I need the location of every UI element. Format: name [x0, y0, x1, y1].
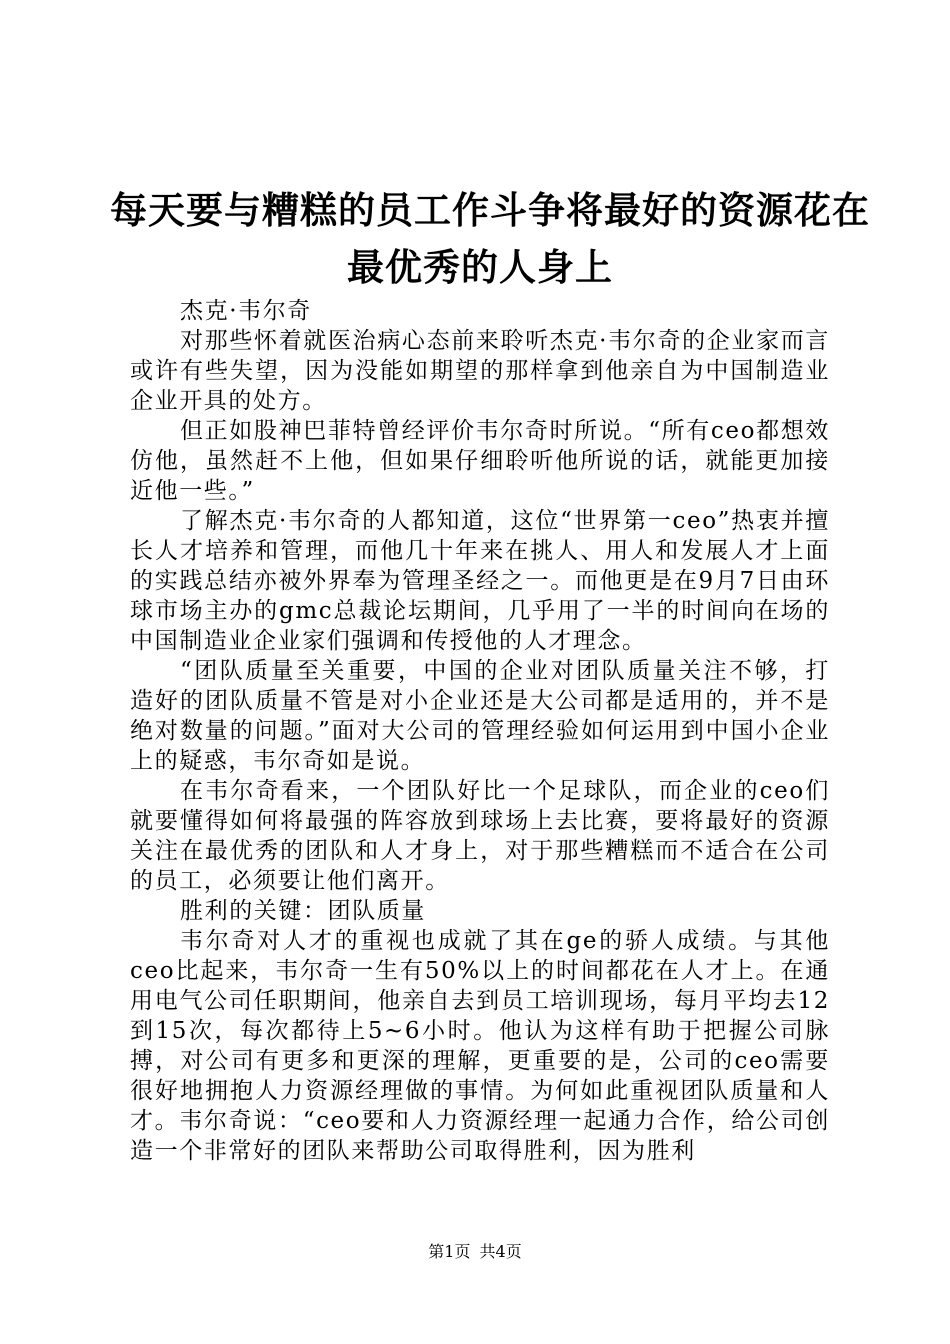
paragraph: 但正如股神巴菲特曾经评价韦尔奇时所说。“所有ceo都想效仿他，虽然赶不上他，但如果仔细聆听他所说的话，就能更加接近他一些。”	[130, 418, 830, 504]
paragraph: “团队质量至关重要，中国的企业对团队质量关注不够，打造好的团队质量不管是对小企业还是大公司都是适用的，并不是绝对数量的问题。”面对大公司的管理经验如何运用到中国小企业上的疑惑，韦尔奇如是说。	[130, 658, 830, 774]
page-footer	[0, 1242, 950, 1262]
author-line: 杰克·韦尔奇	[180, 298, 312, 324]
document-body	[130, 296, 830, 1166]
document-title-line-2: 最优秀的人身上	[347, 245, 613, 289]
page-number: 第1页	[428, 1242, 471, 1261]
page-total: 共4页	[479, 1242, 522, 1261]
section-heading: 胜利的关键：团队质量	[180, 898, 426, 924]
paragraph: 韦尔奇对人才的重视也成就了其在ge的骄人成绩。与其他ceo比起来，韦尔奇一生有50%以上的时间都花在人才上。在通用电气公司任职期间，他亲自去到员工培训现场，每月平均去12到15次，每次都待上5~6小时。他认为这样有助于把握公司脉搏，对公司有更多和更深的理解，更重要的是，公司的ceo需要很好地拥抱人力资源经理做的事情。为何如此重视团队质量和人才。韦尔奇说：“ceo要和人力资源经理一起通力合作，给公司创造一个非常好的团队来帮助公司取得胜利，因为胜利	[130, 928, 830, 1164]
paragraph: 了解杰克·韦尔奇的人都知道，这位“世界第一ceo”热衷并擅长人才培养和管理，而他几十年来在挑人、用人和发展人才上面的实践总结亦被外界奉为管理圣经之一。而他更是在9月7日由环球市场主办的gmc总裁论坛期间，几乎用了一半的时间向在场的中国制造业企业家们强调和传授他的人才理念。	[130, 508, 830, 654]
paragraph: 在韦尔奇看来，一个团队好比一个足球队，而企业的ceo们就要懂得如何将最强的阵容放到球场上去比赛，要将最好的资源关注在最优秀的团队和人才身上，对于那些糟糕而不适合在公司的员工，必须要让他们离开。	[130, 778, 830, 894]
document-title-line-1: 每天要与糟糕的员工作斗争将最好的资源花在	[110, 188, 870, 232]
paragraph: 对那些怀着就医治病心态前来聆听杰克·韦尔奇的企业家而言或许有些失望，因为没能如期望的那样拿到他亲自为中国制造业企业开具的处方。	[130, 328, 830, 414]
